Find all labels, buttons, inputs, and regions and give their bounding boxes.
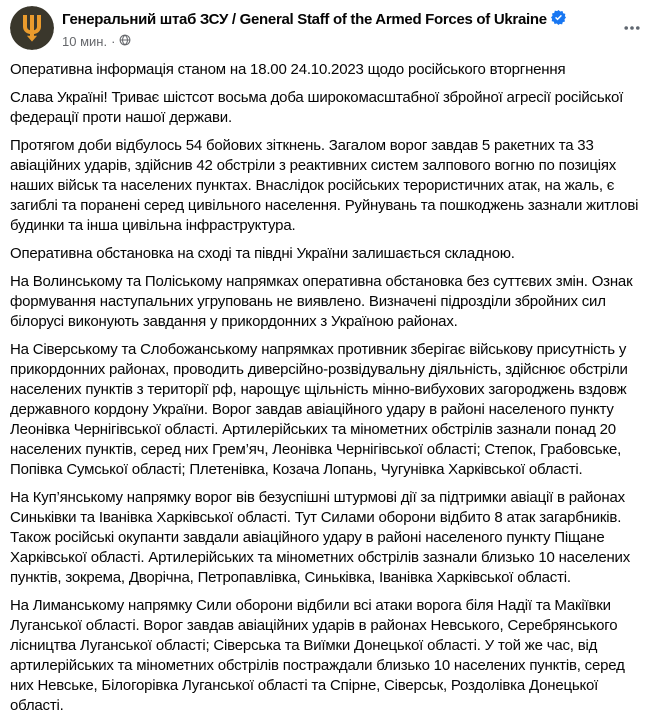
ellipsis-icon xyxy=(622,18,642,38)
post-paragraph: На Лиманському напрямку Сили оборони відбили всі атаки ворога біля Надії та Макіївки Луганської області. Ворог завдав авіаційних ударів в районах Невського, Серебрянського лісництва Луганської області; Сіверська та Виїмки Донецької області. У той же час, від артилерійських та мінометних обстрілів постраждали близько 10 населених пунктів, серед них Невське, Білогорівка Луганської області та Спірне, Сіверськ, Роздолівка Донецької області. xyxy=(10,597,625,714)
post-options-button[interactable] xyxy=(616,12,648,44)
post-paragraph: Протягом доби відбулось 54 бойових зіткнень. Загалом ворог завдав 5 ракетних та 33 авіаційних ударів, здійснив 42 обстріли з реактивних систем залпового вогню по позиціях наших військ та населених пунктах. Внаслідок російських терористичних атак, на жаль, є загиблі та поранені серед цивільного населення. Руйнувань та пошкоджень зазнали житлові будинки та інша цивільна інфраструктура. xyxy=(10,137,639,234)
post-content xyxy=(0,54,660,716)
post-timestamp[interactable]: 10 мин. xyxy=(62,33,108,49)
meta-separator: · xyxy=(111,33,116,49)
post-paragraph: Оперативна обстановка на сході та півдні України залишається складною. xyxy=(10,245,515,262)
page-name-link[interactable]: Генеральний штаб ЗСУ / General Staff of the Armed Forces of Ukraine xyxy=(62,11,547,28)
post-meta xyxy=(62,33,566,50)
globe-public-icon xyxy=(119,34,131,50)
verified-badge-icon xyxy=(551,10,566,30)
post-paragraph: На Волинському та Поліському напрямках оперативна обстановка без суттєвих змін. Ознак формування наступальних угруповань не виявлено. Визначені підрозділи збройних сил білорусі виконують завдання у прикордонних з Україною районах. xyxy=(10,273,633,330)
post-paragraph: Оперативна інформація станом на 18.00 24.10.2023 щодо російського вторгнення xyxy=(10,61,566,78)
post-header xyxy=(0,0,660,54)
post-paragraph: На Сіверському та Слобожанському напрямках противник зберігає військову присутність у прикордонних районах, проводить диверсійно-розвідувальну діяльність, здійснює обстріли населених пунктів з території рф, нарощує щільність мінно-вибухових загороджень вздовж державного кордону України. Ворог завдав авіаційного удару в районі населеного пункту Леонівка Чернігівської області. Артилерійських та мінометних обстрілів зазнали понад 20 населених пунктів, серед них Грем’яч, Леонівка Чернігівської області; Степок, Грабовське, Попівка Сумської області; Плетенівка, Козача Лопань, Чугунівка Харківської області. xyxy=(10,341,628,478)
name-row xyxy=(62,9,566,30)
header-text xyxy=(62,6,566,50)
post-paragraph: Слава Україні! Триває шістсот восьма доба широкомасштабної збройної агресії російської федерації проти нашої держави. xyxy=(10,89,624,126)
post-paragraph: На Куп’янському напрямку ворог вів безуспішні штурмові дії за підтримки авіації в районах Синьківки та Іванівка Харківської області. Тут Силами оборони відбито 8 атак загарбників. Також російські окупанти завдали авіаційного удару в районі населеного пункту Піщане Харківської області. Артилерійських та мінометних обстрілів зазнали близько 10 населених пунктів, зокрема, Дворічна, Петропавлівка, Синьківка, Іванівка Харківської області. xyxy=(10,489,631,586)
page-avatar[interactable] xyxy=(10,6,54,50)
